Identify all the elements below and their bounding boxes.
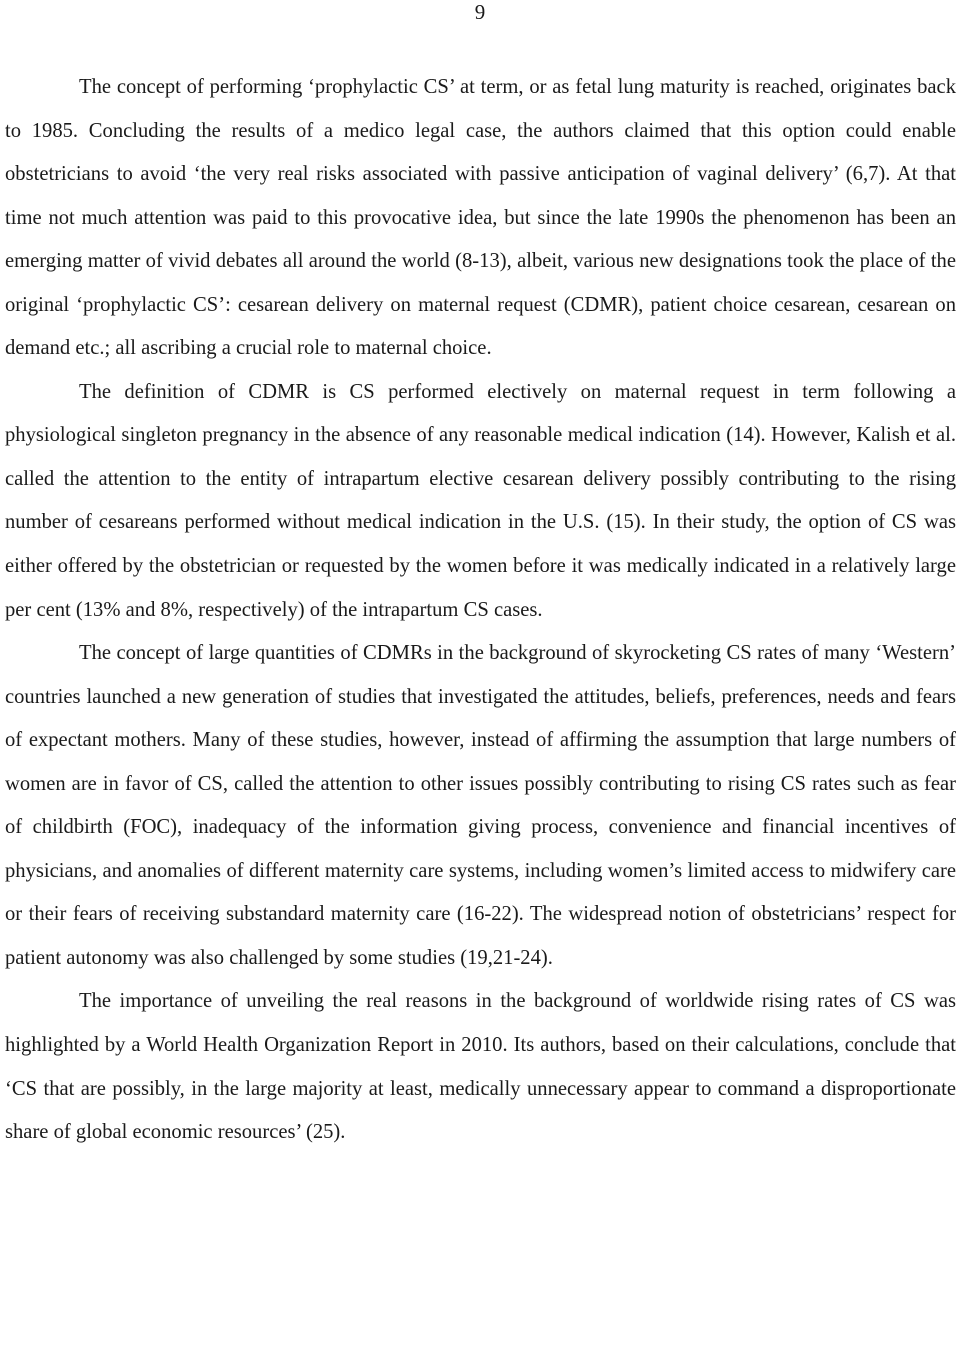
paragraph-who-report: The importance of unveiling the real reasons in the background of worldwide rising rates of CS was highlighted by a World Health Organization Report in 2010. Its authors, based on their calculations, conclude that ‘CS that are possibly, in the large majority at least, medically unnecessary appear to command a disproportionate share of global economic resources’ (25).: [5, 990, 956, 1144]
page-number: 9: [474, 0, 486, 24]
paragraph-studies-expectant-mothers: The concept of large quantities of CDMRs in the background of skyrocketing CS rates of many ‘Western’ countries launched a new generation of studies that investigated the attitudes, beliefs, preferences, needs and fears of expectant mothers. Many of these studies, however, instead of affirming the assumption that large numbers of women are in favor of CS, called the attention to other issues possibly contributing to rising CS rates such as fear of childbirth (FOC), inadequacy of the information giving process, convenience and financial incentives of physicians, and anomalies of different maternity care systems, including women’s limited access to midwifery care or their fears of receiving substandard maternity care (16-22). The widespread notion of obstetricians’ respect for patient autonomy was also challenged by some studies (19,21-24).: [5, 642, 956, 969]
paragraph-prophylactic-cs: The concept of performing ‘prophylactic CS’ at term, or as fetal lung maturity is reached, originates back to 1985. Concluding the results of a medico legal case, the authors claimed that this option could enable obstetricians to avoid ‘the very real risks associated with passive anticipation of vaginal delivery’ (6,7). At that time not much attention was paid to this provocative idea, but since the late 1990s the phenomenon has been an emerging matter of vivid debates all around the world (8-13), albeit, various new designations took the place of the original ‘prophylactic CS’: cesarean delivery on maternal request (CDMR), patient choice cesarean, cesarean on demand etc.; all ascribing a crucial role to maternal choice.: [5, 76, 956, 360]
paragraph-cdmr-definition: The definition of CDMR is CS performed electively on maternal request in term following a physiological singleton pregnancy in the absence of any reasonable medical indication (14). However, Kalish et al. called the attention to the entity of intrapartum elective cesarean delivery possibly contributing to the rising number of cesareans performed without medical indication in the U.S. (15). In their study, the option of CS was either offered by the obstetrician or requested by the women before it was medically indicated in a relatively large per cent (13% and 8%, respectively) of the intrapartum CS cases.: [5, 380, 956, 621]
document-body: [5, 66, 956, 1155]
